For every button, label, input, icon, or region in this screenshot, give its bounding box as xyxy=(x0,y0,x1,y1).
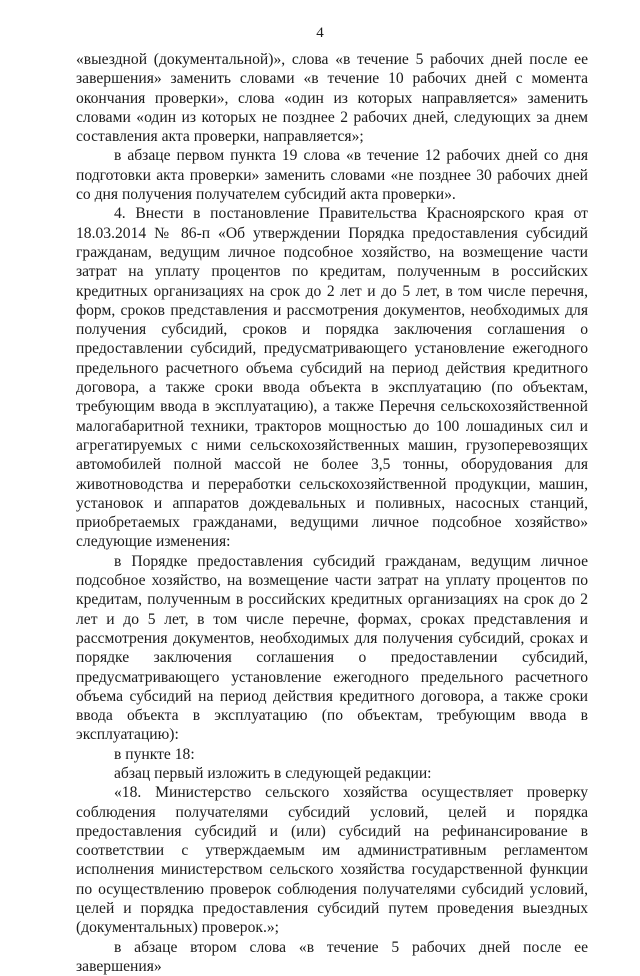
paragraph-continuation: «выездной (документальной)», слова «в течение 5 рабочих дней после ее завершения» заменить словами «в течение 10 рабочих дней с момента окончания проверки», слова «один из которых направляется» заменить словами «один из которых не позднее 2 рабочих дней, следующих за днем составления акта проверки, направляется»; xyxy=(76,51,588,146)
paragraph-first-abzac: абзац первый изложить в следующей редакции: xyxy=(114,764,432,782)
page-number: 4 xyxy=(316,25,324,41)
paragraph-item-19: в абзаце первом пункта 19 слова «в течение 12 рабочих дней со дня подготовки акта проверки» заменить словами «не позднее 30 рабочих дней со дня получения получателем субсидий акта проверки». xyxy=(76,147,588,204)
paragraph-quoted-18: «18. Министерство сельского хозяйства осуществляет проверку соблюдения получателями субсидий условий, целей и порядка предоставления субсидий и (или) субсидий на рефинансирование в соответствии с утверждаемым им административным регламентом исполнения министерством сельского хозяйства государственной функции по осуществлению проверок соблюдения получателями субсидий условий, целей и порядка предоставления субсидий путем проведения выездных (документальных) проверок.»; xyxy=(76,784,588,937)
document-body xyxy=(76,50,588,976)
paragraph-second-abzac: в абзаце втором слова «в течение 5 рабочих дней после ее завершения» xyxy=(76,938,588,975)
paragraph-order-changes: в Порядке предоставления субсидий гражданам, ведущим личное подсобное хозяйство, на возмещение части затрат на уплату процентов по кредитам, полученным в российских кредитных организациях на срок до 2 лет и до 5 лет, в том числе перечне, формах, сроках представления и рассмотрения документов, необходимых для получения субсидий, сроках и порядке заключения соглашения о предоставлении субсидий, предусматривающего установление ежегодного предельного расчетного объема субсидий на период действия кредитного договора, а также сроки ввода объекта в эксплуатацию (по объектам, требующим ввода в эксплуатацию): xyxy=(76,552,588,744)
paragraph-section-4: 4. Внести в постановление Правительства Красноярского края от 18.03.2014 № 86-п «Об утверждении Порядка предоставления субсидий гражданам, ведущим личное подсобное хозяйство, на возмещение части затрат на уплату процентов по кредитам, полученным в российских кредитных организациях на срок до 2 лет и до 5 лет, в том числе перечня, форм, сроков представления и рассмотрения документов, необходимых для получения субсидий, сроков и порядка заключения соглашения о предоставлении субсидий, предусматривающего установление ежегодного предельного расчетного объема субсидий на период действия кредитного договора, а также сроки ввода объекта в эксплуатацию (по объектам, требующим ввода в эксплуатацию), а также Перечня сельскохозяйственной малогабаритной техники, тракторов мощностью до 100 лошадиных сил и агрегатируемых с ними сельскохозяйственных машин, грузоперевозящих автомобилей полной массой не более 3,5 тонны, оборудования для животноводства и переработки сельскохозяйственной продукции, машин, установок и аппаратов дождевальных и поливных, насосных станций, приобретаемых гражданами, ведущими личное подсобное хозяйство» следующие изменения: xyxy=(76,205,588,551)
paragraph-item-18: в пункте 18: xyxy=(114,745,195,763)
